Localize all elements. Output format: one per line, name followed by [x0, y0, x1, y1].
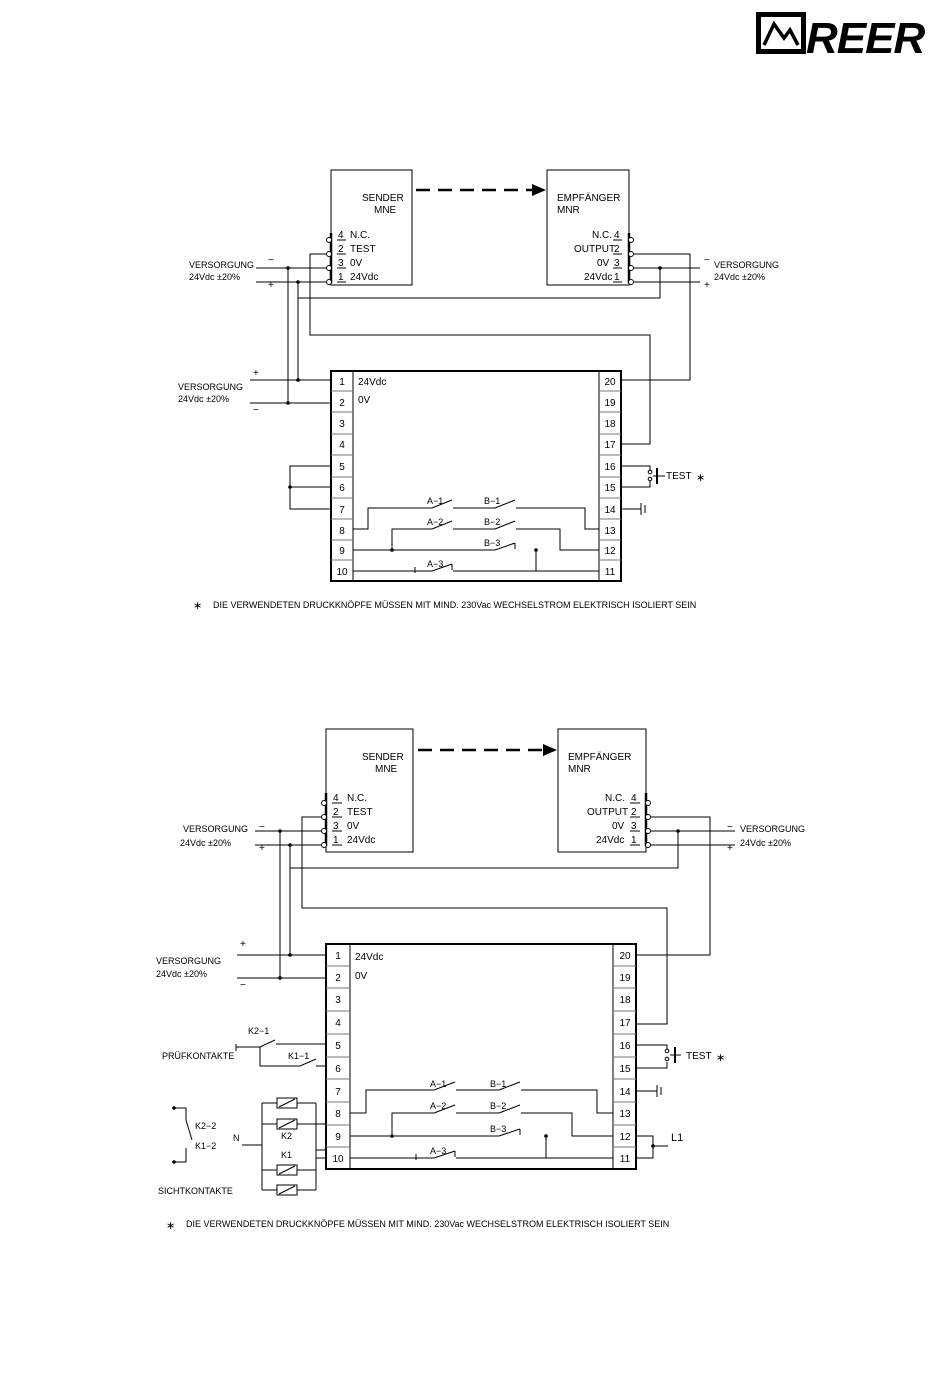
svg-text:B−1: B−1 — [484, 496, 501, 506]
light-beam-arrow — [416, 184, 546, 196]
wires-unit-supply-2 — [156, 939, 326, 991]
wires-unit-supply-1 — [178, 368, 331, 509]
svg-text:16: 16 — [604, 462, 616, 473]
svg-text:6: 6 — [339, 483, 345, 494]
svg-text:13: 13 — [604, 526, 616, 537]
svg-text:3: 3 — [338, 258, 344, 269]
svg-text:∗: ∗ — [696, 472, 706, 484]
svg-text:VERSORGUNG: VERSORGUNG — [178, 382, 244, 392]
svg-text:A−2: A−2 — [427, 517, 444, 527]
svg-text:2: 2 — [339, 398, 345, 409]
svg-text:K2−1: K2−1 — [248, 1026, 270, 1036]
svg-text:N.C.: N.C. — [347, 793, 367, 804]
unit2-left-terminals — [326, 951, 350, 1165]
receiver2-terminals — [587, 793, 651, 848]
sender-title: SENDER — [362, 193, 404, 204]
svg-text:B−3: B−3 — [490, 1124, 507, 1134]
svg-text:MNR: MNR — [568, 764, 591, 775]
svg-text:A−2: A−2 — [430, 1101, 447, 1111]
svg-text:4: 4 — [333, 793, 339, 804]
receiver-model: MNR — [557, 205, 580, 216]
unit1-label-24v: 24Vdc — [358, 377, 387, 388]
svg-text:+: + — [240, 939, 246, 950]
svg-text:MNE: MNE — [375, 764, 398, 775]
svg-text:14: 14 — [604, 505, 616, 516]
supply-label-sender: VERSORGUNG — [189, 260, 255, 270]
svg-text:K2: K2 — [281, 1131, 293, 1141]
sender-box-2 — [326, 729, 413, 852]
feedback-contacts — [158, 1098, 326, 1196]
footnote-1: DIE VERWENDETEN DRUCKKNÖPFE MÜSSEN MIT MIND. 230Vac WECHSELSTROM ELEKTRISCH ISOLIERT SEIN — [213, 600, 697, 610]
svg-text:4: 4 — [338, 230, 344, 241]
receiver-title: EMPFÄNGER — [557, 193, 621, 204]
footnote-star-1: ∗ — [193, 600, 203, 612]
svg-text:18: 18 — [619, 995, 631, 1006]
svg-text:1: 1 — [335, 951, 341, 962]
svg-text:VERSORGUNG: VERSORGUNG — [183, 824, 249, 834]
wiring-diagram-2 — [156, 729, 805, 1232]
svg-text:−: − — [253, 405, 259, 416]
svg-text:−: − — [240, 980, 246, 991]
svg-text:11: 11 — [619, 1154, 631, 1165]
svg-text:VERSORGUNG: VERSORGUNG — [740, 824, 806, 834]
svg-text:B−2: B−2 — [490, 1101, 507, 1111]
svg-text:+: + — [704, 280, 710, 291]
svg-text:OUTPUT: OUTPUT — [574, 244, 616, 255]
receiver-box-2 — [558, 729, 646, 852]
svg-text:B−1: B−1 — [490, 1079, 507, 1089]
svg-text:19: 19 — [619, 973, 631, 984]
svg-text:9: 9 — [339, 546, 345, 557]
svg-text:0V: 0V — [597, 258, 610, 269]
svg-text:0V: 0V — [350, 258, 363, 269]
svg-text:20: 20 — [619, 951, 631, 962]
svg-text:20: 20 — [604, 377, 616, 388]
svg-text:24Vdc: 24Vdc — [350, 272, 379, 283]
sender-model: MNE — [374, 205, 397, 216]
svg-text:17: 17 — [604, 440, 616, 451]
svg-text:K1: K1 — [281, 1150, 293, 1160]
svg-text:+: + — [259, 843, 265, 854]
svg-text:24Vdc: 24Vdc — [584, 272, 613, 283]
svg-text:3: 3 — [614, 258, 620, 269]
svg-text:11: 11 — [604, 567, 616, 578]
svg-text:4: 4 — [335, 1018, 341, 1029]
svg-text:2: 2 — [631, 807, 637, 818]
receiver-terminals — [574, 230, 634, 285]
svg-text:B−3: B−3 — [484, 538, 501, 548]
test-button-1 — [621, 466, 705, 487]
svg-text:−: − — [268, 255, 274, 266]
svg-text:16: 16 — [619, 1041, 631, 1052]
svg-text:1: 1 — [338, 272, 344, 283]
svg-text:0V: 0V — [355, 971, 368, 982]
svg-text:7: 7 — [339, 505, 345, 516]
svg-text:3: 3 — [335, 995, 341, 1006]
svg-text:A−3: A−3 — [430, 1146, 447, 1156]
unit1-left-terminals — [331, 377, 353, 578]
svg-text:4: 4 — [631, 793, 637, 804]
sender-terminals — [327, 230, 379, 285]
svg-text:SENDER: SENDER — [362, 752, 404, 763]
internal-contacts-2 — [350, 1079, 613, 1160]
svg-text:0V: 0V — [612, 821, 625, 832]
svg-text:L1: L1 — [671, 1132, 684, 1144]
wires-sender-2 — [255, 817, 667, 1024]
svg-text:15: 15 — [604, 483, 616, 494]
svg-text:24Vdc: 24Vdc — [355, 952, 384, 963]
svg-text:8: 8 — [339, 526, 345, 537]
footnote-star-2: ∗ — [166, 1220, 176, 1232]
internal-contacts-1 — [353, 496, 599, 573]
svg-text:A−1: A−1 — [430, 1079, 447, 1089]
svg-text:8: 8 — [335, 1109, 341, 1120]
svg-text:24Vdc ±20%: 24Vdc ±20% — [178, 394, 229, 404]
wiring-diagram-1 — [178, 170, 779, 612]
svg-text:2: 2 — [335, 973, 341, 984]
svg-text:A−1: A−1 — [427, 496, 444, 506]
earth-symbol-1 — [621, 503, 645, 515]
svg-text:2: 2 — [333, 807, 339, 818]
svg-text:4: 4 — [339, 440, 345, 451]
svg-text:B−2: B−2 — [484, 517, 501, 527]
svg-text:1: 1 — [339, 377, 345, 388]
svg-text:PRÜFKONTAKTE: PRÜFKONTAKTE — [162, 1051, 235, 1061]
svg-text:TEST: TEST — [350, 244, 376, 255]
light-beam-arrow-2 — [418, 744, 557, 756]
svg-text:24Vdc ±20%: 24Vdc ±20% — [156, 969, 207, 979]
svg-text:2: 2 — [338, 244, 344, 255]
svg-text:K1−2: K1−2 — [195, 1141, 217, 1151]
svg-text:10: 10 — [332, 1154, 344, 1165]
svg-text:13: 13 — [619, 1109, 631, 1120]
svg-text:+: + — [253, 368, 259, 379]
svg-text:24Vdc: 24Vdc — [596, 835, 625, 846]
svg-text:12: 12 — [604, 546, 616, 557]
svg-text:VERSORGUNG: VERSORGUNG — [156, 956, 222, 966]
reer-logo — [756, 12, 925, 63]
svg-text:K2−2: K2−2 — [195, 1121, 217, 1131]
unit1-right-terminals — [599, 377, 621, 578]
svg-text:24Vdc ±20%: 24Vdc ±20% — [180, 838, 231, 848]
supply-spec-receiver: 24Vdc ±20% — [714, 272, 765, 282]
svg-text:EMPFÄNGER: EMPFÄNGER — [568, 752, 632, 763]
svg-text:7: 7 — [335, 1087, 341, 1098]
svg-text:−: − — [704, 255, 710, 266]
svg-text:15: 15 — [619, 1064, 631, 1075]
logo-text: REER — [806, 14, 925, 63]
svg-text:6: 6 — [335, 1064, 341, 1075]
svg-text:24Vdc: 24Vdc — [347, 835, 376, 846]
svg-text:TEST: TEST — [686, 1051, 712, 1062]
svg-text:5: 5 — [339, 462, 345, 473]
supply-spec-sender: 24Vdc ±20% — [189, 272, 240, 282]
test-contacts — [162, 1026, 326, 1066]
svg-text:N: N — [233, 1133, 240, 1143]
svg-text:A−3: A−3 — [427, 559, 444, 569]
svg-text:3: 3 — [333, 821, 339, 832]
svg-text:TEST: TEST — [666, 471, 692, 482]
unit2-right-terminals — [613, 951, 636, 1165]
svg-text:−: − — [727, 822, 733, 833]
svg-text:24Vdc ±20%: 24Vdc ±20% — [740, 838, 791, 848]
svg-text:5: 5 — [335, 1041, 341, 1052]
svg-text:2: 2 — [614, 244, 620, 255]
svg-text:−: − — [259, 822, 265, 833]
svg-text:4: 4 — [614, 230, 620, 241]
svg-text:N.C.: N.C. — [605, 793, 625, 804]
svg-text:12: 12 — [619, 1132, 631, 1143]
svg-text:0V: 0V — [347, 821, 360, 832]
control-unit-2 — [326, 944, 636, 1169]
earth-symbol-2 — [636, 1085, 661, 1097]
sender2-terminals — [322, 793, 376, 848]
unit1-label-0v: 0V — [358, 395, 371, 406]
test-button-2 — [636, 1045, 725, 1068]
supply-label-receiver: VERSORGUNG — [714, 260, 780, 270]
svg-text:K1−1: K1−1 — [288, 1051, 310, 1061]
svg-text:3: 3 — [339, 419, 345, 430]
svg-text:1: 1 — [631, 835, 637, 846]
svg-text:1: 1 — [333, 835, 339, 846]
svg-text:14: 14 — [619, 1087, 631, 1098]
svg-text:+: + — [268, 280, 274, 291]
footnote-2: DIE VERWENDETEN DRUCKKNÖPFE MÜSSEN MIT MIND. 230Vac WECHSELSTROM ELEKTRISCH ISOLIERT SEIN — [186, 1219, 670, 1229]
svg-text:1: 1 — [614, 272, 620, 283]
svg-text:+: + — [727, 843, 733, 854]
svg-text:∗: ∗ — [716, 1052, 726, 1064]
svg-text:N.C.: N.C. — [592, 230, 612, 241]
svg-text:19: 19 — [604, 398, 616, 409]
l1-connection — [636, 1132, 683, 1158]
svg-text:OUTPUT: OUTPUT — [587, 807, 629, 818]
svg-text:10: 10 — [336, 567, 348, 578]
svg-text:9: 9 — [335, 1132, 341, 1143]
svg-text:SICHTKONTAKTE: SICHTKONTAKTE — [158, 1186, 233, 1196]
svg-text:18: 18 — [604, 419, 616, 430]
svg-text:3: 3 — [631, 821, 637, 832]
svg-text:TEST: TEST — [347, 807, 373, 818]
svg-text:N.C.: N.C. — [350, 230, 370, 241]
svg-text:17: 17 — [619, 1018, 631, 1029]
